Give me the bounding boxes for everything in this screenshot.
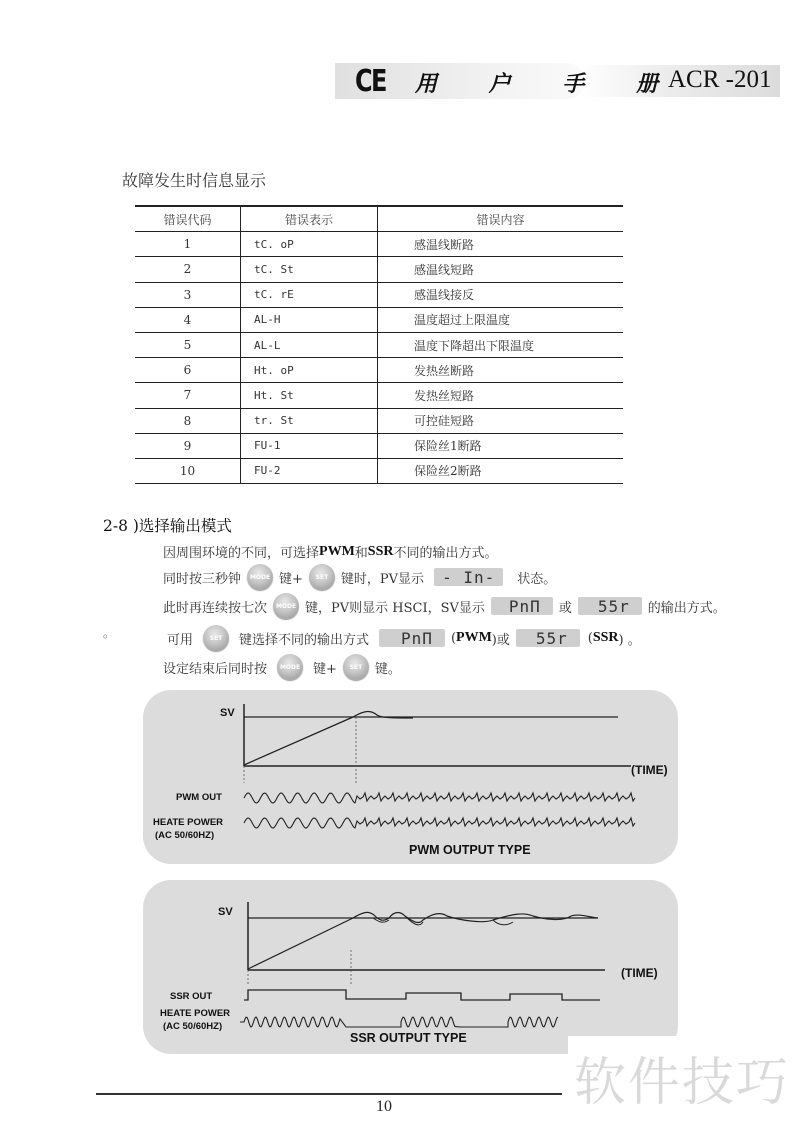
error-table-row [135, 307, 623, 332]
text: ( [587, 630, 593, 646]
ssr-time-label: (TIME) [621, 966, 658, 980]
text: 设定结束后同时按 [163, 661, 268, 677]
error-code: 2 [135, 257, 241, 282]
error-content: 感温线短路 [378, 257, 624, 282]
error-table-row [135, 282, 623, 307]
col-header-code: 错误代码 [135, 206, 241, 232]
error-content: 发热丝短路 [378, 383, 624, 408]
ssr-power-waveform [240, 1017, 558, 1027]
set-button-icon: SET [343, 654, 369, 680]
stray-mark: 。 [103, 626, 116, 640]
error-content: 保险丝2断路 [378, 458, 624, 483]
error-display: tC. rE [241, 282, 378, 307]
lcd-ssr-display: 55r [578, 597, 642, 615]
error-table [135, 205, 623, 484]
error-code: 8 [135, 408, 241, 433]
error-display: AL-L [241, 332, 378, 357]
watermark: 软件技巧 [568, 1036, 796, 1119]
col-header-content: 错误内容 [378, 206, 624, 232]
manual-title: 用 户 手 册 [415, 72, 680, 97]
text: 键时，PV显示 [340, 571, 425, 587]
footer-divider [96, 1093, 562, 1095]
error-table-row [135, 232, 623, 257]
error-table-row [135, 257, 623, 282]
text: 此时再连续按七次 [163, 600, 268, 616]
set-button-icon: SET [203, 625, 229, 651]
error-content: 温度下降超出下限温度 [378, 332, 624, 357]
pwm-diagram [143, 690, 703, 864]
error-display: Ht. St [241, 383, 378, 408]
error-code: 5 [135, 332, 241, 357]
mode-button-icon: MODE [273, 593, 299, 619]
error-table-row [135, 433, 623, 458]
text: 键+ [313, 661, 337, 677]
error-table-row [135, 383, 623, 408]
error-table-row [135, 332, 623, 357]
text: 的输出方式。 [647, 600, 726, 616]
pwm-bold: PWM [319, 543, 355, 559]
error-code: 10 [135, 458, 241, 483]
text: 键+ [279, 571, 303, 587]
error-content: 温度超过上限温度 [378, 307, 624, 332]
text: 键。 [374, 661, 401, 677]
col-header-display: 错误表示 [241, 206, 378, 232]
pwm-out-waveform [244, 793, 635, 803]
text: 键选择不同的输出方式 [239, 632, 370, 648]
error-display: tr. St [241, 408, 378, 433]
ce-logo: CE [355, 64, 386, 99]
error-content: 发热丝断路 [378, 358, 624, 383]
text: 同时按三秒钟 [163, 571, 242, 587]
error-display: tC. oP [241, 232, 378, 257]
error-content: 感温线接反 [378, 282, 624, 307]
error-table-row [135, 358, 623, 383]
text: 键，PV则显示 HSCI，SV显示 [305, 600, 485, 616]
paragraph-line-3 [163, 592, 726, 620]
lcd-pwm-display: PnΠ [379, 629, 445, 647]
ssr-bold: SSR [592, 630, 619, 645]
pwm-caption: PWM OUTPUT TYPE [409, 843, 531, 857]
ssr-power-label: HEATE POWER [160, 1008, 231, 1019]
pwm-time-label: (TIME) [631, 763, 668, 777]
paragraph-line-4 [167, 624, 641, 652]
error-display: Ht. oP [241, 358, 378, 383]
ssr-response-curve [248, 912, 598, 969]
text: ( [450, 630, 457, 646]
ssr-caption: SSR OUTPUT TYPE [350, 1031, 467, 1045]
pwm-power-waveform [244, 818, 635, 828]
pwm-bold: PWM [456, 630, 492, 645]
error-display: FU-1 [241, 433, 378, 458]
error-display: tC. St [241, 257, 378, 282]
error-content: 保险丝1断路 [378, 433, 624, 458]
error-display: FU-2 [241, 458, 378, 483]
error-code: 1 [135, 232, 241, 257]
pwm-response-curve [244, 711, 413, 765]
ssr-power-sub-label: (AC 50/60HZ) [163, 1021, 223, 1032]
mode-button-icon: MODE [277, 654, 303, 680]
ssr-sv-label: SV [218, 906, 233, 918]
error-table-row [135, 458, 623, 483]
text: ) 。 [618, 632, 641, 648]
ssr-diagram [143, 880, 703, 1054]
model-number: ACR -201 [668, 66, 772, 93]
error-content: 感温线断路 [378, 232, 624, 257]
lcd-in-display: - In- [434, 568, 503, 586]
text: 状态。 [517, 571, 557, 587]
error-code: 4 [135, 307, 241, 332]
paragraph-line-5 [163, 653, 401, 681]
text: 不同的输出方式。 [393, 546, 498, 561]
pwm-power-label: HEATE POWER [153, 817, 224, 828]
pwm-sv-label: SV [220, 707, 235, 719]
error-table-row [135, 408, 623, 433]
text: )或 [491, 632, 510, 648]
mode-button-icon: MODE [247, 564, 273, 590]
ssr-bold: SSR [367, 543, 394, 559]
error-code: 7 [135, 383, 241, 408]
text: 或 [558, 600, 572, 616]
ssr-out-label: SSR OUT [170, 991, 213, 1002]
error-code: 3 [135, 282, 241, 307]
text: 可用 [167, 632, 194, 648]
text: 因周围环境的不同，可选择 [163, 546, 320, 561]
error-code: 9 [135, 433, 241, 458]
error-section-title: 故障发生时信息显示 [122, 171, 267, 190]
lcd-pwm-display: PnΠ [491, 597, 553, 615]
error-content: 可控硅短路 [378, 408, 624, 433]
ssr-out-waveform [244, 990, 600, 1000]
pwm-out-label: PWM OUT [176, 792, 222, 803]
page-number: 10 [376, 1098, 392, 1115]
error-display: AL-H [241, 307, 378, 332]
pwm-power-sub-label: (AC 50/60HZ) [155, 830, 215, 841]
text: 和 [354, 546, 368, 561]
error-table-header [135, 206, 623, 232]
set-button-icon: SET [309, 564, 335, 590]
lcd-ssr-display: 55r [516, 629, 580, 647]
error-code: 6 [135, 358, 241, 383]
output-mode-title: 2-8 )选择输出模式 [103, 517, 232, 535]
paragraph-line-1 [163, 542, 498, 561]
paragraph-line-2 [163, 563, 556, 591]
